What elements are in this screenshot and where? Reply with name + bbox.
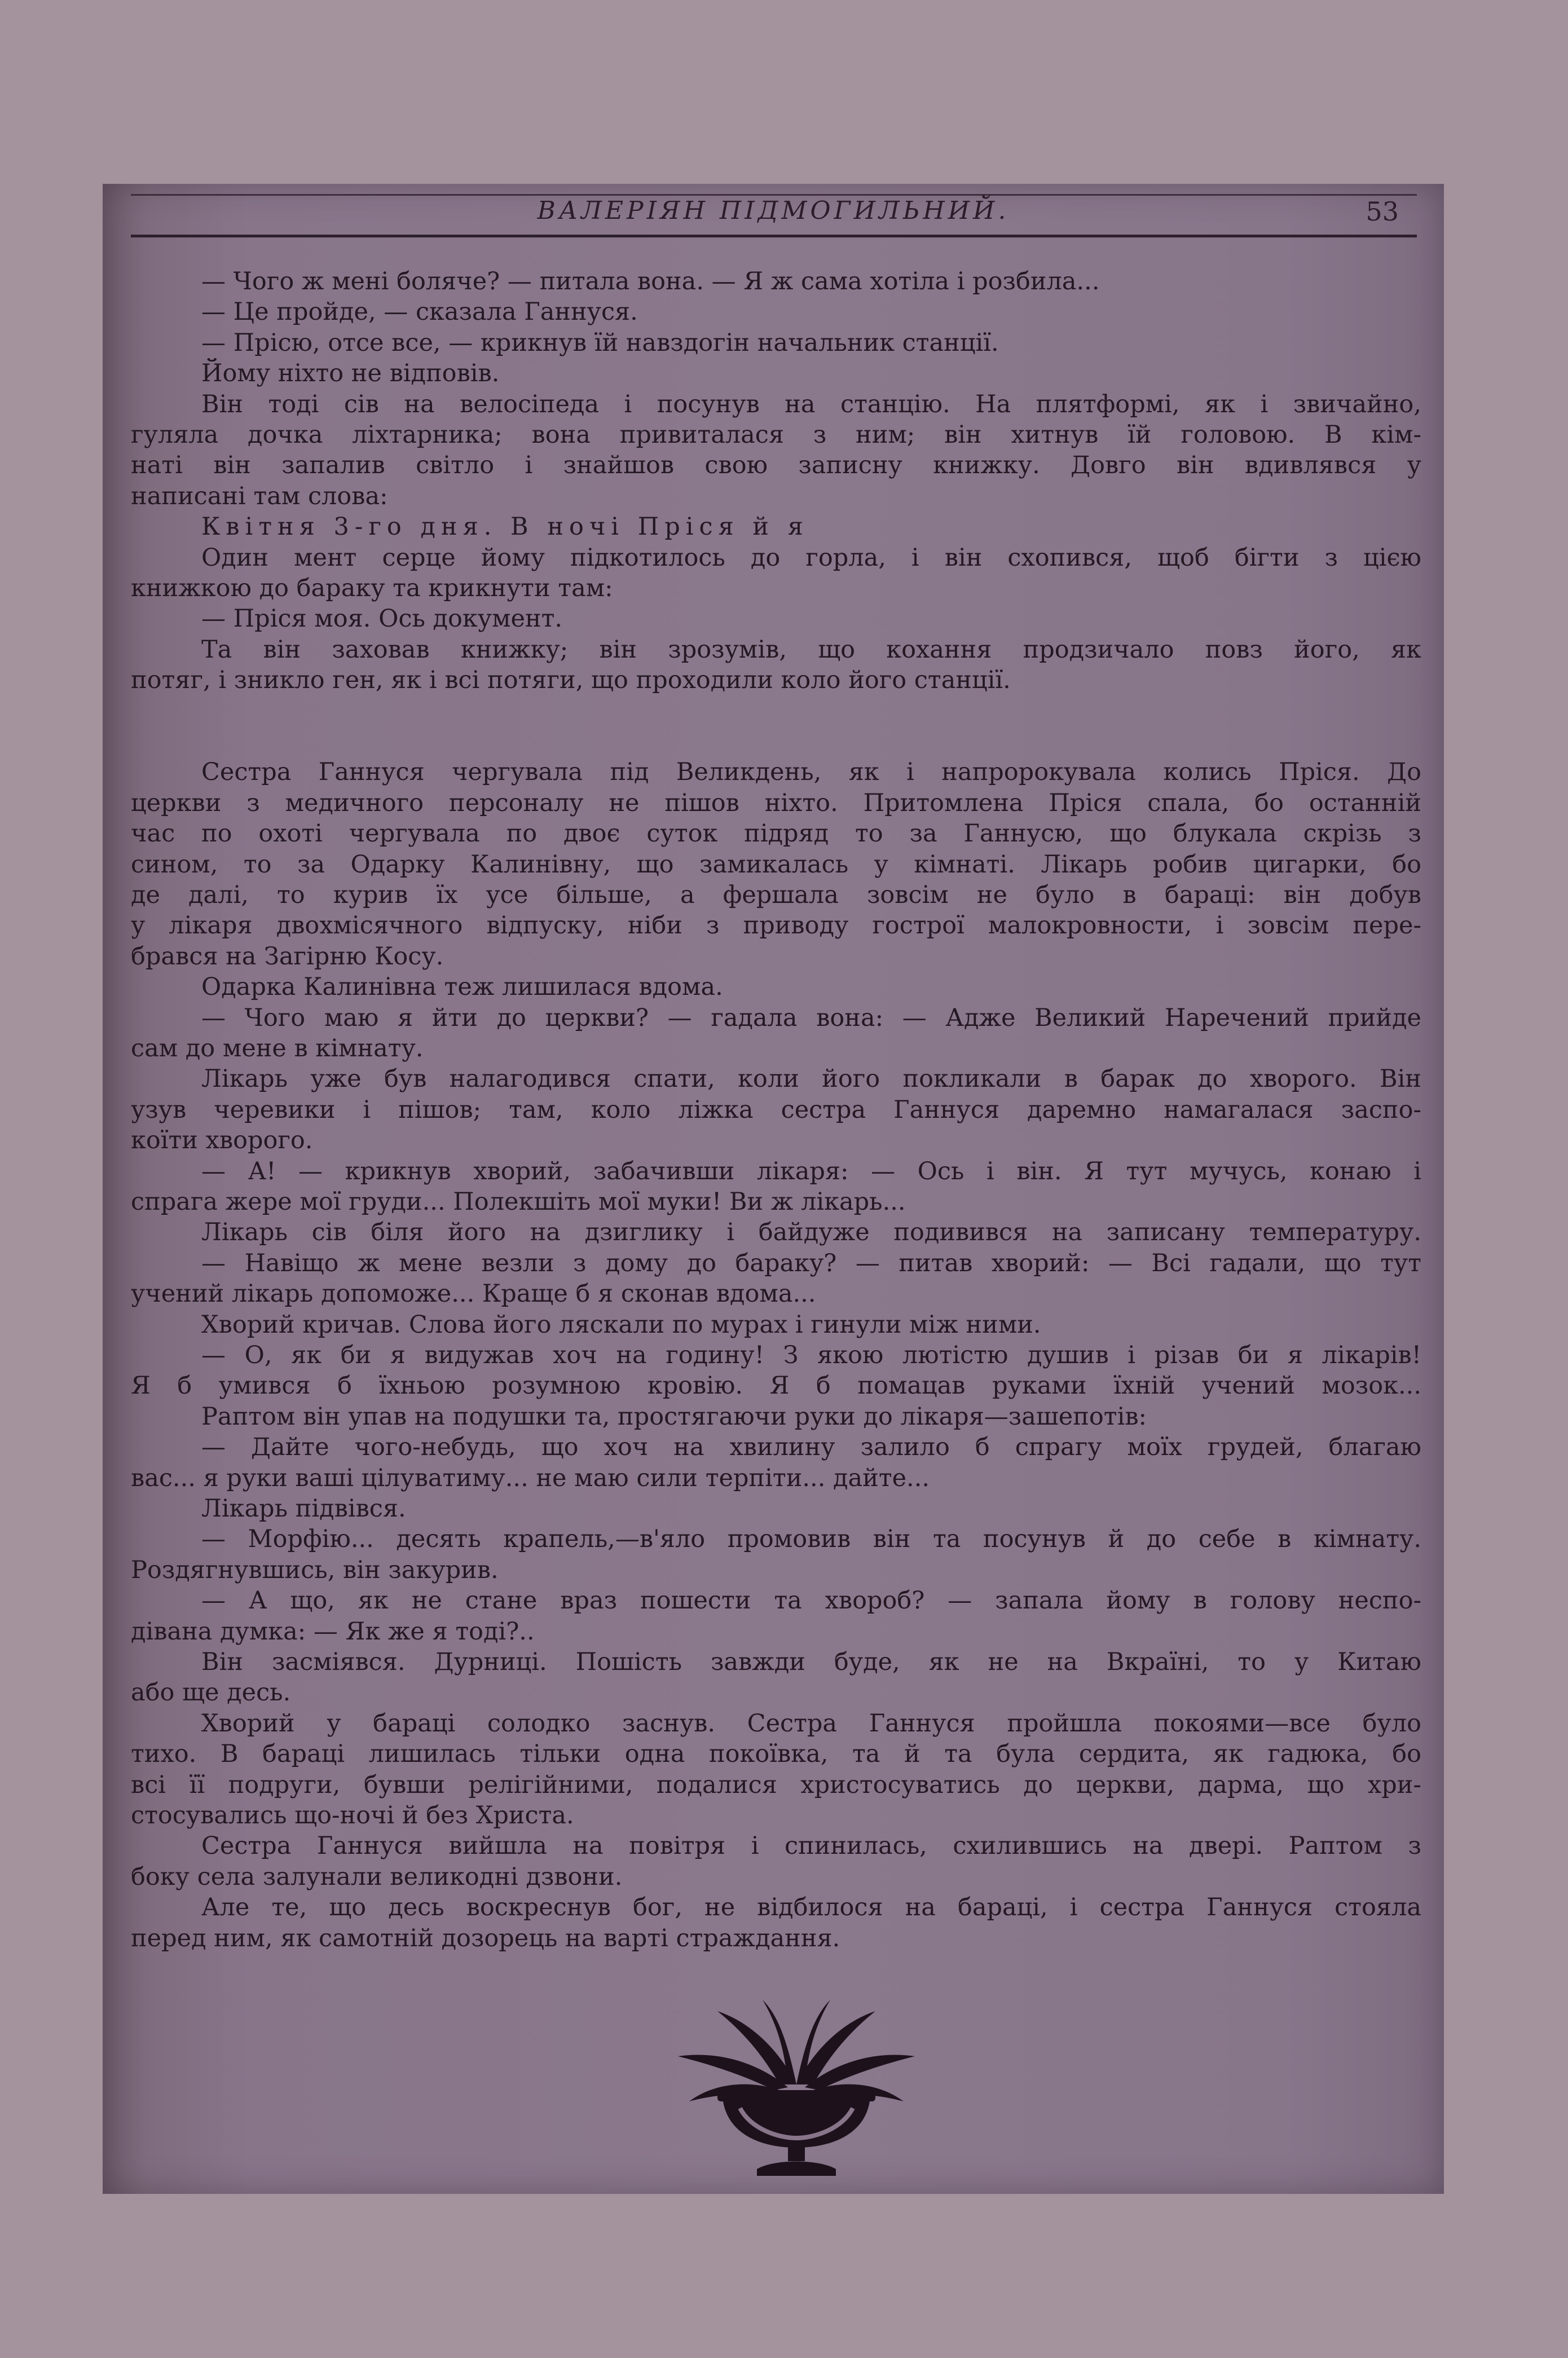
text-line: боку села залунали великодні дзвони. [131, 1863, 623, 1891]
text-line: сином, то за Одарку Калинівну, що замикалась у кімнаті. Лікарь робив цигарки, бо [131, 850, 1421, 879]
text-line: потяг, і зникло ген, як і всі потяги, що проходили коло його станції. [131, 666, 1011, 694]
text-line: у лікаря двохмісячного відпуску, ніби з приводу гострої малокровности, і зовсім пере- [131, 911, 1421, 940]
text-line: всі її подруги, бувши релігійними, подалися христосуватись до церкви, дарма, що хри- [131, 1771, 1421, 1799]
text-line [103, 696, 1444, 726]
text-line: учений лікарь допоможе... Краще б я сконав вдома... [131, 1280, 816, 1308]
text-line: або ще десь. [131, 1678, 291, 1707]
text-line: Квітня 3-го дня. В ночі Пріся й я [201, 513, 809, 541]
text-line: Він засміявся. Дурниці. Пошість завжди буде, як не на Вкраїні, то у Китаю [201, 1648, 1421, 1676]
text-line: гуляла дочка ліхтарника; вона привиталася з ним; він хитнув їй головою. В кім- [131, 421, 1421, 449]
text-line: — А що, як не стане враз пошести та хвороб? — запала йому в голову неспо- [201, 1586, 1421, 1615]
page-number: 53 [1366, 196, 1399, 227]
text-line: спрага жере мої груди... Полекшіть мої муки! Ви ж лікарь... [131, 1188, 906, 1216]
text-line: де далі, то курив їх усе більше, а фершала зовсім не було в бараці: він добув [131, 881, 1421, 909]
text-line: вас... я руки ваші цілуватиму... не маю сили терпіти... дайте... [131, 1464, 930, 1492]
text-line: — А! — крикнув хворий, забачивши лікаря: — Ось і він. Я тут мучусь, конаю і [201, 1157, 1421, 1185]
running-head: ВАЛЕРІЯН ПІДМОГИЛЬНИЙ. [537, 196, 1010, 225]
text-line: Роздягнувшись, він закурив. [131, 1556, 499, 1584]
text-line: — Чого ж мені боляче? — питала вона. — Я ж сама хотіла і розбила... [201, 267, 1100, 296]
text-line: — Морфію... десять крапель,—в'яло промовив він та посунув й до себе в кімнату. [201, 1525, 1421, 1553]
text-line: написані там слова: [131, 482, 388, 510]
text-line: перед ним, як самотній дозорець на варті страждання. [131, 1924, 840, 1952]
text-line: — Чого маю я йти до церкви? — гадала вона: — Адже Великий Наречений прийде [201, 1004, 1421, 1032]
text-line: брався на Загірню Косу. [131, 942, 444, 971]
text-line: час по охоті чергувала по двоє суток підряд то за Ганнусю, що блукала скрізь з [131, 819, 1421, 848]
text-line: Лікарь уже був налагодився спати, коли його покликали в барак до хворого. Він [201, 1065, 1421, 1093]
text-line: — Пріся моя. Ось документ. [201, 605, 563, 633]
text-line: Один мент серце йому підкотилось до горла, і він схопився, щоб бігти з цією [201, 544, 1421, 572]
text-line: Сестра Ганнуся чергувала під Великдень, як і напророкувала колись Пріся. До [201, 758, 1421, 786]
text-line: церкви з медичного персоналу не пішов ніхто. Притомлена Пріся спала, бо останній [131, 789, 1421, 817]
urn-ornament-icon [667, 2000, 926, 2180]
text-line: Йому ніхто не відповів. [201, 359, 500, 387]
header-rule-bottom [131, 235, 1417, 237]
text-line: сам до мене в кімнату. [131, 1034, 424, 1063]
text-line [103, 726, 1444, 757]
text-line: Лікарь сів біля його на дзиглику і байдуже подивився на записану температуру. [201, 1218, 1421, 1246]
text-line: — О, як би я видужав хоч на годину! З якою лютістю душив і різав би я лікарів! [201, 1341, 1421, 1369]
text-line: Я б умився б їхньою розумною кровію. Я б помацав руками їхній учений мозок... [131, 1372, 1421, 1400]
text-line: — Навіщо ж мене везли з дому до бараку? — питав хворий: — Всі гадали, що тут [201, 1249, 1421, 1277]
text-line: Хворий у бараці солодко заснув. Сестра Ганнуся пройшла покоями—все було [201, 1709, 1421, 1738]
text-line: Лікарь підвівся. [201, 1495, 406, 1523]
text-line: — Прісю, отсе все, — крикнув їй навздогін начальник станції. [201, 329, 999, 357]
header-rule-top [131, 194, 1417, 196]
text-line: — Це пройде, — сказала Ганнуся. [201, 298, 638, 326]
text-line: Раптом він упав на подушки та, простягаючи руки до лікаря—зашепотів: [201, 1403, 1147, 1431]
text-line: Сестра Ганнуся вийшла на повітря і спинилась, схилившись на двері. Раптом з [201, 1832, 1421, 1860]
text-line: коїти хворого. [131, 1126, 313, 1154]
text-line: узув черевики і пішов; там, коло ліжка сестра Ганнуся даремно намагалася заспо- [131, 1096, 1421, 1124]
text-line: Хворий кричав. Слова його ляскали по мурах і гинули між ними. [201, 1311, 1041, 1339]
text-line: — Дайте чого-небудь, що хоч на хвилину залило б спрагу моїх грудей, благаю [201, 1433, 1421, 1461]
text-line: стосувались що-ночі й без Христа. [131, 1801, 574, 1830]
text-line: Але те, що десь воскреснув бог, не відбилося на бараці, і сестра Ганнуся стояла [201, 1893, 1421, 1921]
text-line: тихо. В бараці лишилась тільки одна покоївка, та й та була сердита, як гадюка, бо [131, 1740, 1421, 1768]
text-line: наті він запалив світло і знайшов свою записну книжку. Довго він вдивлявся у [131, 451, 1421, 479]
text-line: книжкою до бараку та крикнути там: [131, 574, 613, 602]
text-line: Він тоді сів на велосіпеда і посунув на станцію. На плятформі, як і звичайно, [201, 390, 1421, 418]
text-line: Та він заховав книжку; він зрозумів, що кохання продзичало повз його, як [201, 636, 1421, 664]
book-page [103, 184, 1444, 2194]
text-line: дівана думка: — Як же я тоді?.. [131, 1617, 535, 1646]
text-line: Одарка Калинівна теж лишилася вдома. [201, 973, 723, 1001]
